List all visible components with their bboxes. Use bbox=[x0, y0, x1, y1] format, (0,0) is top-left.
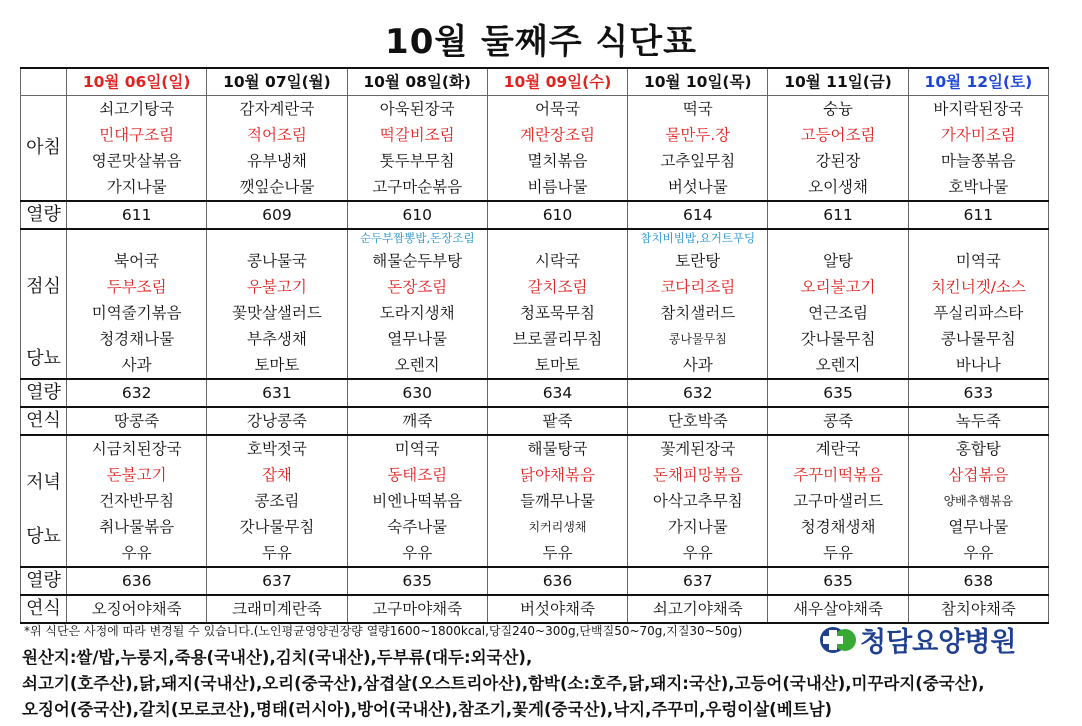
kcal-value: 609 bbox=[207, 201, 347, 229]
hospital-name: 청담요양병원 bbox=[860, 627, 1017, 658]
snack-item: 녹두죽 bbox=[908, 407, 1048, 435]
menu-item: 미역국 bbox=[908, 248, 1048, 274]
menu-item: 오리불고기 bbox=[768, 274, 908, 300]
menu-item: 가지나물 bbox=[67, 174, 207, 201]
kcal-label: 열량 bbox=[21, 379, 67, 407]
menu-item: 열무나물 bbox=[908, 514, 1048, 540]
menu-item: 푸실리파스타 bbox=[908, 300, 1048, 326]
diabetic-label: 당뇨 bbox=[26, 348, 61, 369]
menu-item: 오렌지 bbox=[768, 352, 908, 379]
menu-item: 두부조림 bbox=[67, 274, 207, 300]
meal-plan-table bbox=[20, 67, 1049, 624]
menu-item: 마늘쫑볶음 bbox=[908, 148, 1048, 174]
menu-item: 꽃맛살샐러드 bbox=[207, 300, 347, 326]
menu-item: 계란국 bbox=[768, 435, 908, 462]
kcal-value: 633 bbox=[908, 379, 1048, 407]
kcal-value: 611 bbox=[908, 201, 1048, 229]
kcal-value: 636 bbox=[67, 567, 207, 595]
menu-item: 영콘맛살볶음 bbox=[67, 148, 207, 174]
menu-item: 호박나물 bbox=[908, 174, 1048, 201]
snack-item: 콩죽 bbox=[768, 407, 908, 435]
diabetic-note bbox=[487, 229, 627, 248]
menu-item: 청포묵무침 bbox=[487, 300, 627, 326]
menu-item: 시금치된장국 bbox=[67, 435, 207, 462]
diabetic-note: 순두부짬뽕밥,돈장조림 bbox=[347, 229, 487, 248]
menu-item: 깻잎순나물 bbox=[207, 174, 347, 201]
snack-label: 연식 bbox=[21, 595, 67, 623]
menu-item: 돈채피망볶음 bbox=[628, 462, 768, 488]
menu-item: 바나나 bbox=[908, 352, 1048, 379]
day-header: 10월 06일(일) bbox=[67, 68, 207, 96]
menu-item: 연근조림 bbox=[768, 300, 908, 326]
menu-item: 알탕 bbox=[768, 248, 908, 274]
kcal-value: 610 bbox=[487, 201, 627, 229]
day-header: 10월 09일(수) bbox=[487, 68, 627, 96]
menu-item: 우유 bbox=[628, 540, 768, 567]
origin-line-3: 오징어(중국산),갈치(모로코산),명태(러시아),방어(국내산),참조기,꽃게(중국산),낙지,주꾸미,우렁이살(베트남) bbox=[22, 700, 833, 719]
menu-item: 버섯나물 bbox=[628, 174, 768, 201]
kcal-value: 635 bbox=[768, 379, 908, 407]
snack-item: 새우살야채죽 bbox=[768, 595, 908, 623]
menu-item: 잡채 bbox=[207, 462, 347, 488]
meal-label-lunch bbox=[21, 229, 67, 379]
menu-item: 부추생채 bbox=[207, 326, 347, 352]
diabetic-note bbox=[67, 229, 207, 248]
menu-item: 콩나물무침 bbox=[908, 326, 1048, 352]
menu-item: 콩조림 bbox=[207, 488, 347, 514]
menu-item: 갈치조림 bbox=[487, 274, 627, 300]
snack-item: 고구마야채죽 bbox=[347, 595, 487, 623]
diabetic-note: 참치비빔밥,요거트푸딩 bbox=[628, 229, 768, 248]
kcal-value: 611 bbox=[768, 201, 908, 229]
menu-item: 적어조림 bbox=[207, 122, 347, 148]
menu-item: 강된장 bbox=[768, 148, 908, 174]
meal-label-dinner bbox=[21, 435, 67, 567]
menu-item: 콩나물무침 bbox=[628, 326, 768, 352]
menu-item: 숭늉 bbox=[768, 96, 908, 123]
menu-item: 두유 bbox=[207, 540, 347, 567]
menu-item: 비름나물 bbox=[487, 174, 627, 201]
menu-item: 고구마순볶음 bbox=[347, 174, 487, 201]
menu-item: 두유 bbox=[768, 540, 908, 567]
menu-item: 토마토 bbox=[487, 352, 627, 379]
menu-item: 우불고기 bbox=[207, 274, 347, 300]
snack-item: 깨죽 bbox=[347, 407, 487, 435]
menu-item: 토마토 bbox=[207, 352, 347, 379]
menu-item: 갓나물무침 bbox=[768, 326, 908, 352]
menu-item: 청경채나물 bbox=[67, 326, 207, 352]
menu-item: 돈불고기 bbox=[67, 462, 207, 488]
snack-item: 단호박죽 bbox=[628, 407, 768, 435]
menu-item: 가지나물 bbox=[628, 514, 768, 540]
kcal-value: 614 bbox=[628, 201, 768, 229]
meal-label-lunch-text: 점심 bbox=[26, 276, 61, 297]
footnote: *위 식단은 사정에 따라 변경될 수 있습니다.(노인평균영양권장량 열량1600~1800kcal,당질240~300g,단백질50~70g,지질30~50g) bbox=[24, 624, 743, 638]
menu-item: 닭야채볶음 bbox=[487, 462, 627, 488]
menu-item: 콩나물국 bbox=[207, 248, 347, 274]
kcal-label: 열량 bbox=[21, 201, 67, 229]
menu-item: 톳두부무침 bbox=[347, 148, 487, 174]
menu-item: 토란탕 bbox=[628, 248, 768, 274]
menu-item: 계란장조림 bbox=[487, 122, 627, 148]
menu-item: 삼겹볶음 bbox=[908, 462, 1048, 488]
menu-item: 고구마샐러드 bbox=[768, 488, 908, 514]
menu-item: 아욱된장국 bbox=[347, 96, 487, 123]
menu-item: 오이생채 bbox=[768, 174, 908, 201]
menu-item: 청경채생채 bbox=[768, 514, 908, 540]
menu-item: 고등어조림 bbox=[768, 122, 908, 148]
menu-item: 양배추햄볶음 bbox=[908, 488, 1048, 514]
diabetic-label: 당뇨 bbox=[26, 526, 61, 547]
kcal-value: 635 bbox=[768, 567, 908, 595]
menu-item: 취나물볶음 bbox=[67, 514, 207, 540]
kcal-value: 638 bbox=[908, 567, 1048, 595]
meal-label-dinner-text: 저녁 bbox=[26, 472, 61, 493]
menu-item: 떡갈비조림 bbox=[347, 122, 487, 148]
menu-item: 오렌지 bbox=[347, 352, 487, 379]
hospital-logo bbox=[818, 620, 1048, 660]
menu-item: 꽃게된장국 bbox=[628, 435, 768, 462]
snack-item: 크래미계란죽 bbox=[207, 595, 347, 623]
menu-item: 우유 bbox=[908, 540, 1048, 567]
menu-item: 참치샐러드 bbox=[628, 300, 768, 326]
origin-line-2: 쇠고기(호주산),닭,돼지(국내산),오리(중국산),삼겹살(오스트리아산),함박(소:호주,닭,돼지:국산),고등어(국내산),미꾸라지(중국산), bbox=[22, 674, 985, 693]
menu-item: 돈장조림 bbox=[347, 274, 487, 300]
snack-item: 강낭콩죽 bbox=[207, 407, 347, 435]
snack-label: 연식 bbox=[21, 407, 67, 435]
kcal-value: 635 bbox=[347, 567, 487, 595]
menu-item: 사과 bbox=[67, 352, 207, 379]
menu-item: 미역국 bbox=[347, 435, 487, 462]
cross-logo-icon bbox=[818, 620, 858, 658]
menu-item: 북어국 bbox=[67, 248, 207, 274]
kcal-value: 637 bbox=[628, 567, 768, 595]
snack-item: 쇠고기야채죽 bbox=[628, 595, 768, 623]
menu-item: 멸치볶음 bbox=[487, 148, 627, 174]
day-header: 10월 12일(토) bbox=[908, 68, 1048, 96]
origin-line-1: 원산지:쌀/밥,누룽지,죽용(국내산),김치(국내산),두부류(대두:외국산), bbox=[22, 648, 533, 667]
menu-item: 들깨무나물 bbox=[487, 488, 627, 514]
snack-item: 오징어야채죽 bbox=[67, 595, 207, 623]
snack-item: 팥죽 bbox=[487, 407, 627, 435]
menu-item: 어묵국 bbox=[487, 96, 627, 123]
corner-cell bbox=[21, 68, 67, 96]
menu-item: 비엔나떡볶음 bbox=[347, 488, 487, 514]
kcal-value: 636 bbox=[487, 567, 627, 595]
meal-label-breakfast: 아침 bbox=[21, 96, 67, 202]
menu-item: 호박젓국 bbox=[207, 435, 347, 462]
menu-item: 치커리생채 bbox=[487, 514, 627, 540]
kcal-label: 열량 bbox=[21, 567, 67, 595]
day-header: 10월 11일(금) bbox=[768, 68, 908, 96]
menu-item: 주꾸미떡볶음 bbox=[768, 462, 908, 488]
menu-item: 코다리조림 bbox=[628, 274, 768, 300]
menu-item: 민대구조림 bbox=[67, 122, 207, 148]
kcal-value: 630 bbox=[347, 379, 487, 407]
page-title: 10월 둘째주 식단표 bbox=[385, 22, 697, 62]
menu-item: 우유 bbox=[347, 540, 487, 567]
menu-item: 건자반무침 bbox=[67, 488, 207, 514]
menu-item: 동태조림 bbox=[347, 462, 487, 488]
menu-item: 물만두.장 bbox=[628, 122, 768, 148]
menu-item: 우유 bbox=[67, 540, 207, 567]
menu-item: 미역줄기볶음 bbox=[67, 300, 207, 326]
menu-item: 갓나물무침 bbox=[207, 514, 347, 540]
menu-item: 아삭고추무침 bbox=[628, 488, 768, 514]
diabetic-note bbox=[908, 229, 1048, 248]
menu-item: 시락국 bbox=[487, 248, 627, 274]
day-header: 10월 07일(월) bbox=[207, 68, 347, 96]
snack-item: 참치야채죽 bbox=[908, 595, 1048, 623]
snack-item: 버섯야채죽 bbox=[487, 595, 627, 623]
kcal-value: 634 bbox=[487, 379, 627, 407]
menu-item: 해물순두부탕 bbox=[347, 248, 487, 274]
diabetic-note bbox=[207, 229, 347, 248]
menu-item: 감자계란국 bbox=[207, 96, 347, 123]
menu-item: 홍합탕 bbox=[908, 435, 1048, 462]
kcal-value: 632 bbox=[67, 379, 207, 407]
kcal-value: 631 bbox=[207, 379, 347, 407]
day-header: 10월 08일(화) bbox=[347, 68, 487, 96]
menu-item: 가자미조림 bbox=[908, 122, 1048, 148]
kcal-value: 611 bbox=[67, 201, 207, 229]
menu-item: 고추잎무침 bbox=[628, 148, 768, 174]
kcal-value: 637 bbox=[207, 567, 347, 595]
menu-item: 도라지생채 bbox=[347, 300, 487, 326]
menu-item: 두유 bbox=[487, 540, 627, 567]
menu-item: 바지락된장국 bbox=[908, 96, 1048, 123]
menu-item: 사과 bbox=[628, 352, 768, 379]
menu-item: 치킨너겟/소스 bbox=[908, 274, 1048, 300]
kcal-value: 610 bbox=[347, 201, 487, 229]
snack-item: 땅콩죽 bbox=[67, 407, 207, 435]
menu-item: 떡국 bbox=[628, 96, 768, 123]
menu-item: 해물탕국 bbox=[487, 435, 627, 462]
menu-item: 숙주나물 bbox=[347, 514, 487, 540]
diabetic-note bbox=[768, 229, 908, 248]
menu-item: 브로콜리무침 bbox=[487, 326, 627, 352]
menu-item: 열무나물 bbox=[347, 326, 487, 352]
menu-item: 쇠고기탕국 bbox=[67, 96, 207, 123]
menu-item: 유부냉채 bbox=[207, 148, 347, 174]
kcal-value: 632 bbox=[628, 379, 768, 407]
day-header: 10월 10일(목) bbox=[628, 68, 768, 96]
